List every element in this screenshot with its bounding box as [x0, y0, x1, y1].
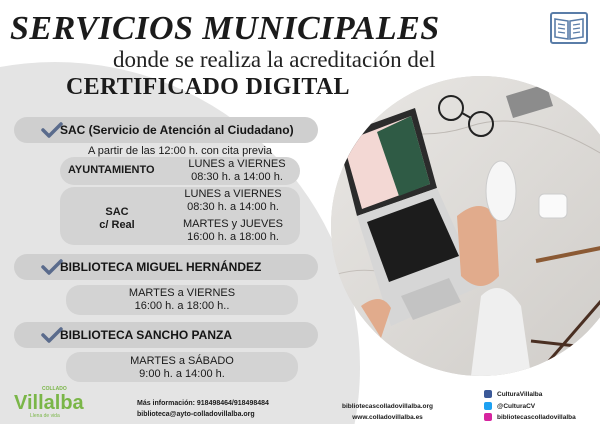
open-book-icon — [550, 12, 588, 44]
footer-facebook[interactable] — [484, 390, 542, 398]
sac-real-days-2: MARTES y JUEVES — [182, 218, 284, 230]
svg-text:Llena de vida: Llena de vida — [30, 413, 60, 419]
footer-twitter[interactable] — [484, 402, 535, 410]
footer-colladovillalba-link[interactable]: www.colladovillalba.es — [352, 414, 423, 421]
sac-real-hours-2: 16:00 h. a 18:00 h. — [187, 231, 279, 243]
ayuntamiento-box — [60, 157, 300, 185]
biblioteca-sp-heading-pill — [14, 322, 318, 348]
twitter-icon — [484, 402, 492, 410]
facebook-icon — [484, 390, 492, 398]
sac-real-box — [60, 187, 300, 245]
biblioteca-mh-days: MARTES a VIERNES — [128, 287, 236, 299]
page-subtitle: donde se realiza la acreditación del — [113, 47, 436, 72]
biblioteca-sp-hours: 9:00 h. a 14:00 h. — [139, 368, 225, 380]
footer-bibliotecas-link[interactable]: bibliotecascolladovillalba.org — [342, 403, 434, 410]
checkmark-icon — [41, 122, 63, 138]
sac-real-street: c/ Real — [99, 219, 135, 231]
facebook-handle: CulturaVillalba — [497, 390, 543, 398]
page-title-certificate: CERTIFICADO DIGITAL — [66, 74, 350, 100]
biblioteca-sp-heading: BIBLIOTECA SANCHO PANZA — [60, 328, 232, 342]
instagram-handle: bibliotecascolladovillalba — [497, 413, 576, 421]
svg-text:Villalba: Villalba — [14, 392, 84, 414]
biblioteca-mh-hours: 16:00 h. a 18:00 h.. — [134, 300, 230, 312]
svg-text:COLLADO: COLLADO — [42, 386, 67, 392]
sac-heading: SAC (Servicio de Atención al Ciudadano) — [60, 123, 294, 137]
biblioteca-mh-heading: BIBLIOTECA MIGUEL HERNÁNDEZ — [60, 260, 262, 274]
ayuntamiento-days: LUNES a VIERNES — [188, 158, 286, 170]
sac-real-days-1: LUNES a VIERNES — [184, 188, 282, 200]
footer-instagram[interactable] — [484, 413, 576, 421]
villalba-logo — [12, 384, 94, 420]
checkmark-icon — [41, 259, 63, 275]
instagram-icon — [484, 413, 492, 421]
biblioteca-mh-heading-pill — [14, 254, 318, 280]
ayuntamiento-hours: 08:30 h. a 14:00 h. — [191, 171, 283, 183]
biblioteca-mh-hours-box — [66, 285, 298, 315]
biblioteca-sp-days: MARTES a SÁBADO — [130, 355, 234, 367]
footer-websites — [342, 401, 433, 423]
footer-email-link[interactable]: biblioteca@ayto-colladovillalba.org — [137, 411, 255, 418]
biblioteca-sp-hours-box — [66, 352, 298, 382]
ayuntamiento-label: AYUNTAMIENTO — [68, 164, 155, 176]
sac-heading-pill — [14, 117, 318, 143]
page-title: SERVICIOS MUNICIPALES — [10, 10, 440, 47]
sac-appointment-note: A partir de las 12:00 h. con cita previa — [88, 145, 273, 157]
laptop-photo — [331, 76, 600, 376]
sac-real-hours-1: 08:30 h. a 14:00 h. — [187, 201, 279, 213]
footer-phone: Más información: 918498464/918498484 — [137, 400, 269, 407]
twitter-handle: @CulturaCV — [497, 402, 536, 410]
footer-contact — [137, 398, 269, 420]
sac-real-label: SAC — [105, 206, 129, 218]
checkmark-icon — [41, 327, 63, 343]
